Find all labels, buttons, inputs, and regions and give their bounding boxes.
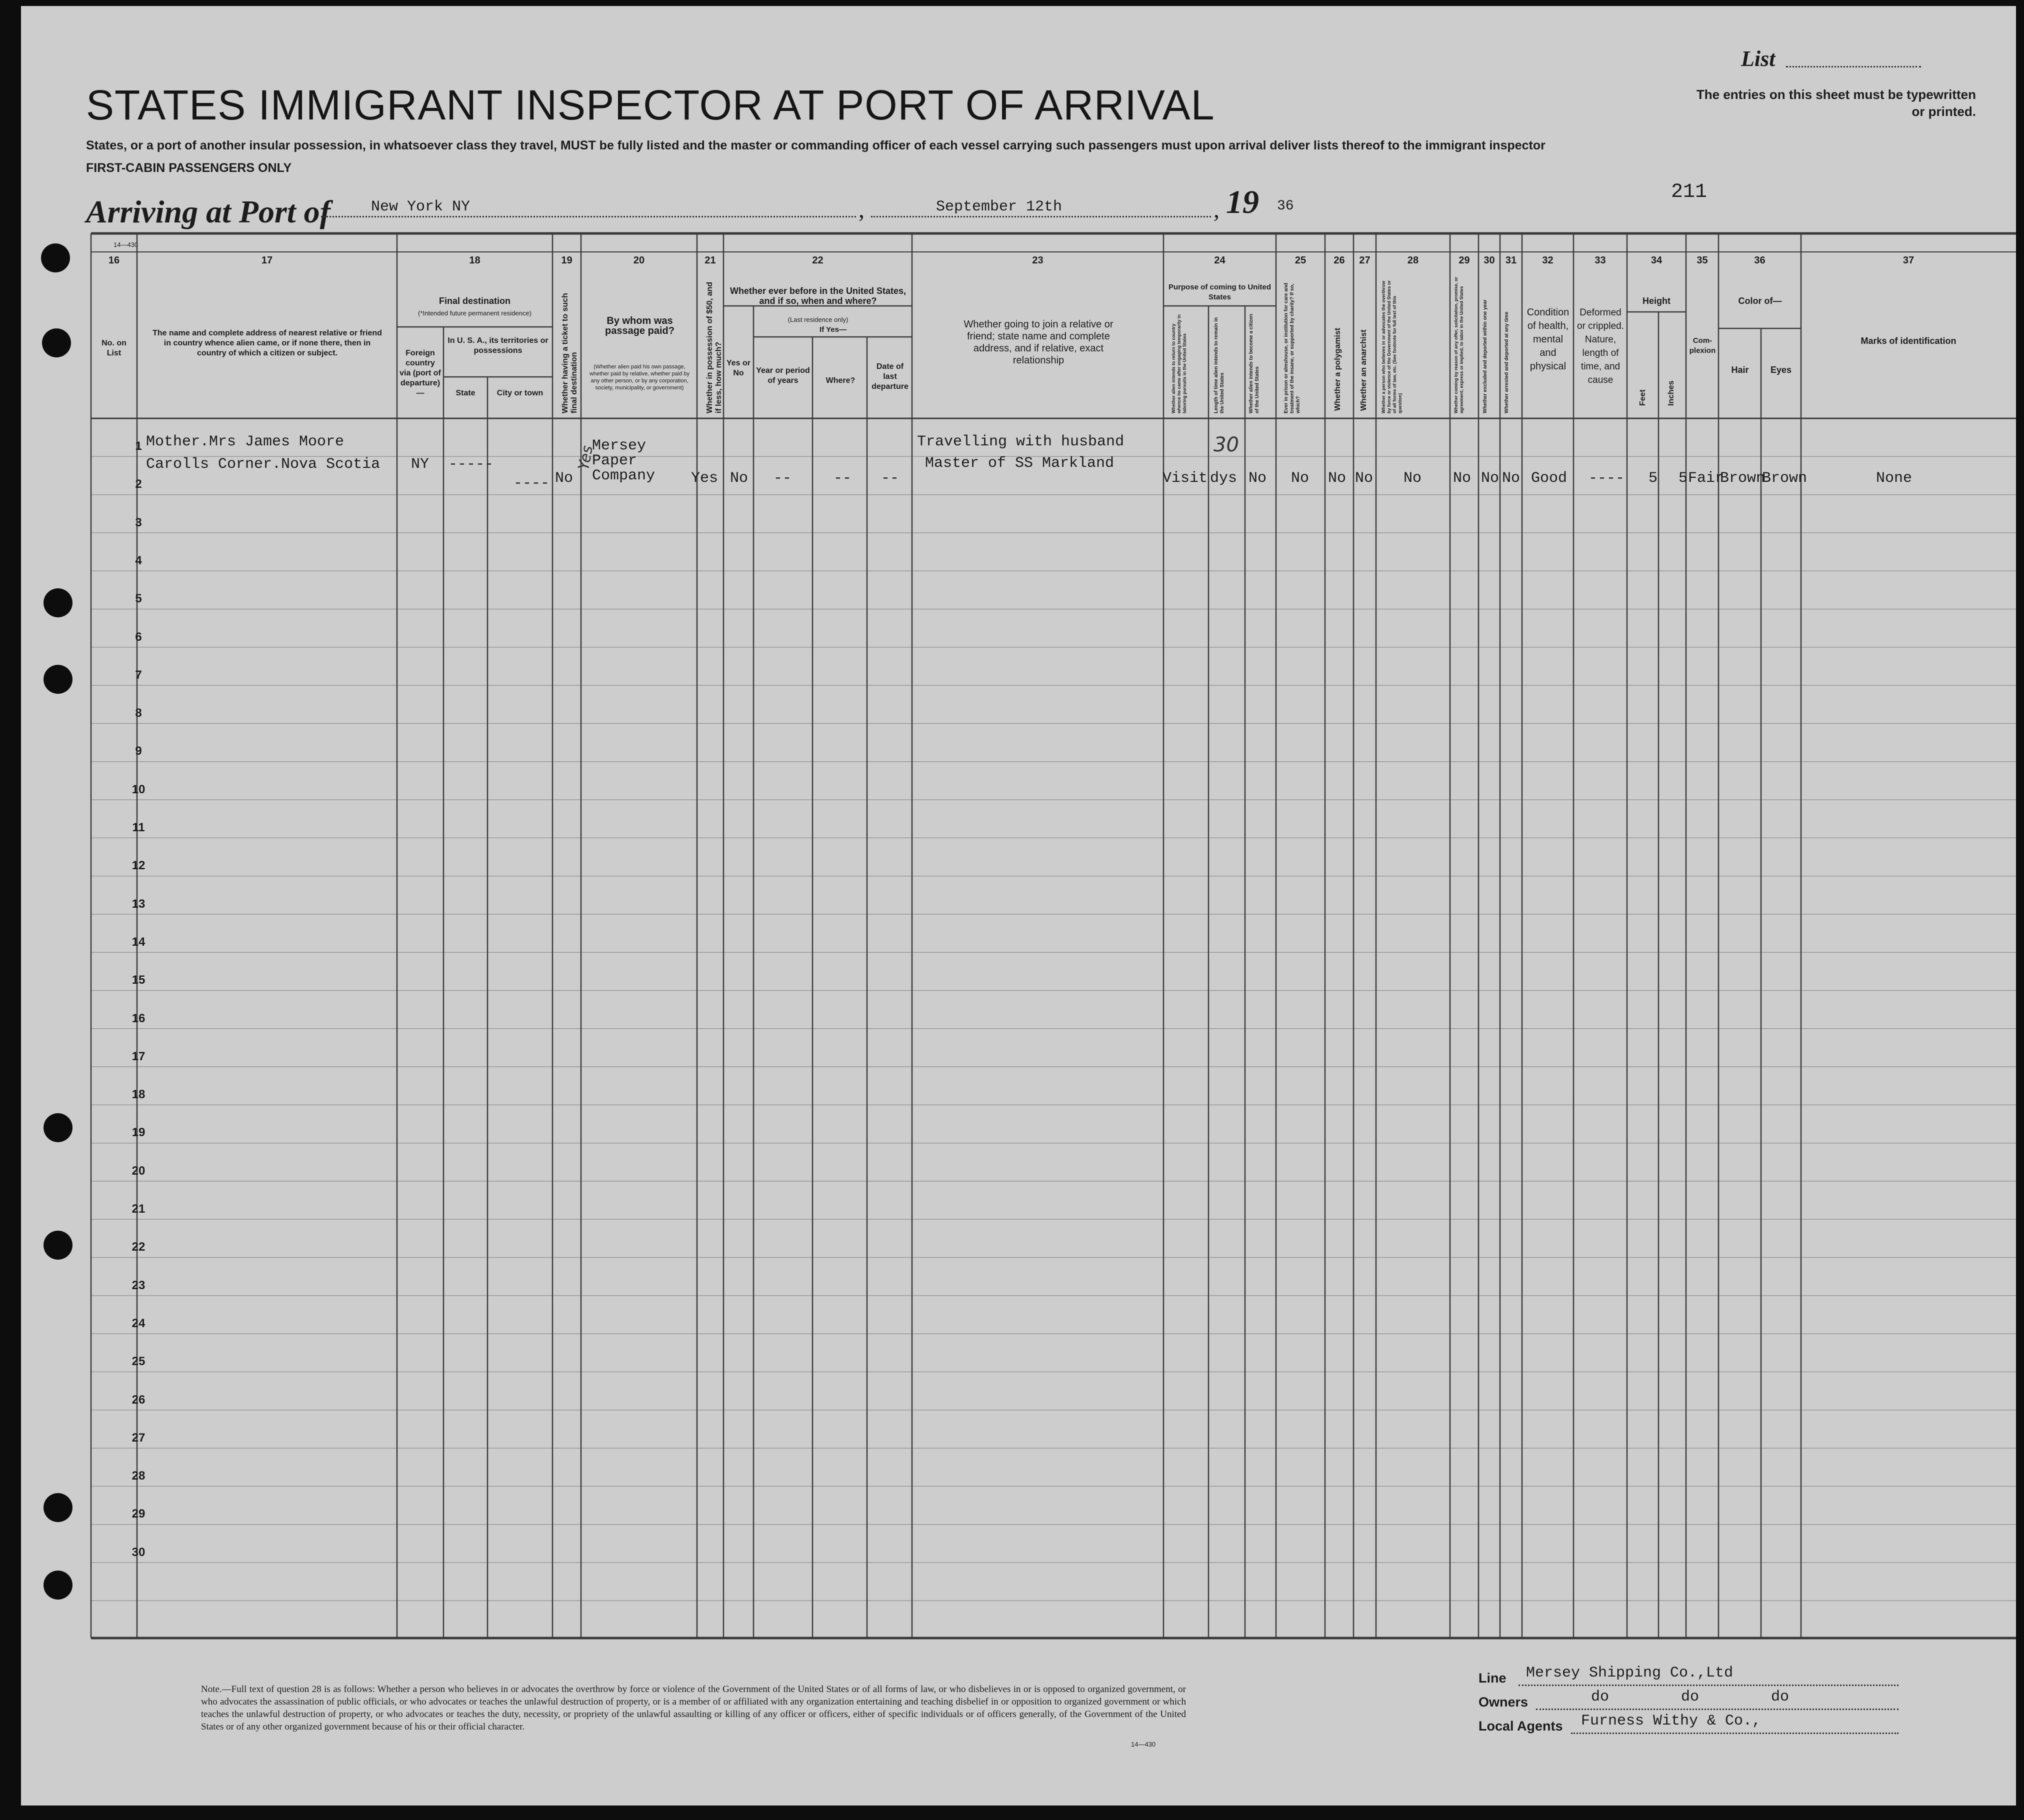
footnote-question-28: Note.—Full text of question 28 is as follows: Whether a person who believes in or advocates the overthrow by force or violence of the Government of the United States or of all forms of law, or who disbelieves in or is opposed to organized government, or who advocates the assassination of public officials, or who advocates or teaches the unlawful destruction of property, or is a member of or affiliated with any organization entertaining and teaching disbelief in or opposition to organized government or which teaches the unlawful destruction of property, or who advocates or teaches the duty, necessity, or propriety of the unlawful assaulting or killing of any officer or officers, either of specific individuals or of officers generally, of the Government of the United States or of any other organized government because of his or their official character. (201, 1684, 1186, 1732)
line-label: Line (1478, 1671, 1506, 1686)
header-prison: Ever in prison or almshouse, or institution for care and treatment of the insane, or supported by charity? If so, which? (1284, 282, 1301, 413)
entry-purpose: Visit (1162, 470, 1208, 487)
entry-prison: No (1291, 470, 1310, 487)
header-deformed: Deformed or crippled. Nature, length of time, and cause (1577, 307, 1624, 385)
entry-before-year: -- (774, 470, 792, 487)
header-purpose-return: Whether alien intends to return to country whence he came after engaging temporarily in laboring pursuits in the United States (1171, 314, 1187, 413)
colnum-30: 30 (1484, 255, 1495, 266)
colnum-28: 28 (1407, 255, 1419, 266)
row-number: 2 (135, 477, 142, 491)
colnum-25: 25 (1294, 255, 1306, 266)
entry-state: ----- (448, 456, 494, 473)
local-agents-label: Local Agents (1478, 1719, 1563, 1734)
colnum-37: 37 (1902, 255, 1914, 266)
entry-ticket-annotation: Yes (575, 444, 596, 472)
header-feet: Feet (1638, 389, 1647, 406)
port-value: New York NY (371, 198, 470, 215)
entry-feet: 5 (1648, 470, 1658, 487)
entry-foreign-country: NY (411, 456, 430, 473)
header-passage-paid: By whom was passage paid? (605, 315, 674, 336)
manifest-grid (21, 6, 2016, 1806)
owners-value: do do do (1591, 1689, 1790, 1706)
arriving-at-port-label: Arriving at Port of (86, 194, 330, 229)
year-suffix: 36 (1277, 198, 1294, 214)
manifest-sheet (21, 6, 2016, 1806)
row-number: 19 (132, 1126, 146, 1140)
entry-polygamist: No (1328, 470, 1346, 487)
header-foreign-country: Foreign country via (port of departure)— (400, 349, 441, 397)
punch-hole (44, 665, 72, 694)
colnum-21: 21 (704, 255, 716, 266)
page-title: STATES IMMIGRANT INSPECTOR AT PORT OF ARRIVAL (86, 81, 1215, 128)
entry-overthrow: No (1404, 470, 1422, 487)
header-become-citizen: Whether alien intends to become a citizen of the United States (1248, 314, 1260, 413)
header-ever-before-sub: (Last residence only) (788, 316, 848, 323)
header-city: City or town (496, 389, 544, 397)
header-where: Where? (826, 376, 856, 385)
entry-inches: 5 (1678, 470, 1688, 487)
entry-eyes: Brown (1762, 470, 1808, 487)
colnum-16: 16 (108, 255, 120, 266)
form-code-bottom: 14—430 (1131, 1741, 1156, 1748)
entry-citizen: No (1248, 470, 1267, 487)
header-in-usa: In U. S. A., its territories or possessions (448, 336, 548, 355)
entry-ticket: No (555, 470, 574, 487)
entry-possession-50: Yes (691, 470, 718, 487)
row-number: 10 (132, 782, 146, 796)
owners-label: Owners (1478, 1695, 1528, 1710)
row-number: 13 (132, 897, 146, 911)
first-cabin-label: FIRST-CABIN PASSENGERS ONLY (86, 161, 292, 175)
comma-2: , (1214, 196, 1220, 223)
row-lines (91, 456, 2016, 1601)
row-number: 14 (132, 935, 146, 949)
row-number: 24 (132, 1316, 146, 1330)
line-underline (1518, 1685, 1898, 1686)
owners-underline (1536, 1709, 1898, 1710)
entry-excluded: No (1481, 470, 1500, 487)
row-number: 26 (132, 1393, 146, 1407)
list-label: List (1741, 46, 1776, 71)
colnum-34: 34 (1650, 255, 1662, 266)
colnum-22: 22 (812, 255, 824, 266)
punch-hole (44, 1231, 72, 1260)
header-overthrow: Whether a person who believes in or advocates the overthrow by force or violence of the Government of the United States or of all forms of law, etc. (See footnote for full text of this question) (1381, 280, 1402, 413)
entry-paid-3: Company (592, 467, 656, 484)
punch-hole (44, 1493, 72, 1522)
row-number: 9 (135, 744, 142, 758)
entry-marks: None (1876, 470, 1912, 487)
entry-relative-line1: Mother.Mrs James Moore (146, 433, 344, 450)
row-number: 8 (135, 706, 142, 720)
colnum-17: 17 (261, 255, 273, 266)
row-number: 12 (132, 859, 146, 873)
colnum-27: 27 (1359, 255, 1370, 266)
row-number: 11 (132, 821, 145, 834)
colnum-23: 23 (1032, 255, 1044, 266)
typewritten-note: The entries on this sheet must be typewritten or printed. (1696, 87, 1976, 119)
entry-relative-line2: Carolls Corner.Nova Scotia (146, 456, 380, 473)
entry-paid-2: Paper (592, 452, 638, 469)
punch-hole (44, 1113, 72, 1142)
colnum-35: 35 (1696, 255, 1708, 266)
header-offer: Whether coming by reason of any offer, solicitation, promise, or agreement, express or implied, to labor in the United States (1454, 276, 1464, 413)
header-arrested: Whether arrested and deported at any time (1504, 311, 1510, 413)
header-marks: Marks of identification (1860, 336, 1956, 346)
entry-anarchist: No (1355, 470, 1374, 487)
row-number: 4 (135, 553, 142, 567)
line-value: Mersey Shipping Co.,Ltd (1526, 1665, 1734, 1682)
punch-hole (44, 1571, 72, 1600)
punch-hole (41, 243, 70, 272)
row-number: 18 (132, 1088, 146, 1102)
entry-paid-1: Mersey (592, 437, 646, 454)
entry-length-annotation: 30 (1214, 433, 1239, 456)
colnum-32: 32 (1542, 255, 1554, 266)
header-anarchist: Whether an anarchist (1360, 329, 1368, 411)
entry-hair: Brown (1720, 470, 1766, 487)
form-code-top: 14—430 (114, 241, 138, 248)
colnum-26: 26 (1334, 255, 1345, 266)
colnum-29: 29 (1458, 255, 1470, 266)
header-ever-before: Whether ever before in the United States, and if so, when and where? (730, 286, 906, 306)
row-number: 21 (132, 1202, 146, 1216)
row-number: 3 (135, 515, 142, 529)
colnum-36: 36 (1754, 255, 1766, 266)
header-final-destination-sub: (*Intended future permanent residence) (418, 309, 532, 317)
header-possession-50: Whether in possession of $50, and if less, how much? (706, 281, 723, 413)
colnum-24: 24 (1214, 255, 1226, 266)
header-eyes: Eyes (1770, 365, 1792, 375)
entry-complexion: Fair (1688, 470, 1724, 487)
row-number: 27 (132, 1431, 146, 1445)
header-passage-paid-sub: (Whether alien paid his own passage, whether paid by relative, whether paid by any other person, or by any corporation, society, municipality, or government) (590, 364, 690, 391)
colnum-19: 19 (561, 255, 572, 266)
colnum-31: 31 (1505, 255, 1517, 266)
header-if-yes: If Yes— (820, 325, 846, 334)
agents-underline (1571, 1733, 1898, 1734)
row-number: 1 (135, 439, 142, 453)
header-final-destination: Final destination (438, 296, 510, 306)
header-join-relative: Whether going to join a relative or friend; state name and complete address, and if relative, exact relationship (964, 319, 1114, 366)
row-number: 15 (132, 973, 146, 987)
year-prefix: 19 (1226, 184, 1259, 220)
header-complexion: Com-plexion (1689, 336, 1716, 355)
entry-arrested: No (1502, 470, 1520, 487)
row-number: 22 (132, 1240, 146, 1254)
header-yes-or-no: Yes or No (726, 359, 751, 377)
header-polygamist: Whether a polygamist (1334, 327, 1342, 411)
row-number: 7 (135, 668, 142, 682)
header-excluded: Whether excluded and deported within one year (1482, 299, 1488, 413)
colnum-20: 20 (633, 255, 645, 266)
row-number: 6 (135, 630, 142, 644)
header-length-stay: Length of time alien intends to remain in the United States (1214, 317, 1225, 413)
entry-health: Good (1531, 470, 1568, 487)
header-no-on-list: No. on List (102, 339, 126, 357)
punch-hole (42, 328, 71, 357)
header-hair: Hair (1731, 365, 1749, 375)
colnum-18: 18 (469, 255, 480, 266)
header-purpose: Purpose of coming to United States (1168, 283, 1271, 301)
row-number: 23 (132, 1278, 146, 1292)
date-value: September 12th (936, 198, 1062, 215)
header-color-of: Color of— (1738, 296, 1782, 306)
row-number: 20 (132, 1164, 146, 1178)
header-health: Condition of health, mental and physical (1526, 307, 1570, 372)
sheet-number: 211 (1671, 181, 1708, 203)
entry-join-1: Travelling with husband (917, 433, 1124, 450)
comma-1: , (858, 196, 864, 223)
header-nearest-relative: The name and complete address of nearest relative or friend in country whence alien came, or if none there, then in country of which a citizen or subject. (152, 329, 382, 357)
page-subtitle: States, or a port of another insular possession, in whatsoever class they travel, MUST be fully listed and the master or commanding officer of each vessel carrying such passengers must upon arrival deliver lists thereof to the immigrant inspector (86, 138, 1546, 152)
header-year-period: Year or period of years (756, 366, 810, 385)
header-state: State (456, 389, 476, 397)
header-inches: Inches (1667, 380, 1676, 406)
header-height: Height (1642, 296, 1670, 306)
entry-offer: No (1453, 470, 1472, 487)
row-number: 5 (135, 592, 142, 606)
row-number: 16 (132, 1011, 146, 1025)
punch-hole (44, 588, 72, 617)
row-number: 17 (132, 1049, 146, 1063)
entry-before-date: -- (881, 470, 900, 487)
entry-deformed: ---- (1588, 470, 1625, 487)
row-number: 28 (132, 1469, 146, 1483)
entry-join-2: Master of SS Markland (925, 455, 1114, 472)
header-ticket: Whether having a ticket to such final destination (561, 293, 578, 413)
entry-before-where: -- (834, 470, 852, 487)
entry-length: dys (1210, 470, 1238, 487)
local-agents-value: Furness Withy & Co., (1581, 1713, 1762, 1730)
row-number: 30 (132, 1545, 146, 1559)
entry-before-yesno: No (730, 470, 748, 487)
header-date-departure: Date of last departure (872, 362, 908, 391)
colnum-33: 33 (1594, 255, 1606, 266)
row-number: 25 (132, 1355, 146, 1369)
entry-city: ---- (514, 475, 550, 492)
row-number: 29 (132, 1507, 146, 1521)
